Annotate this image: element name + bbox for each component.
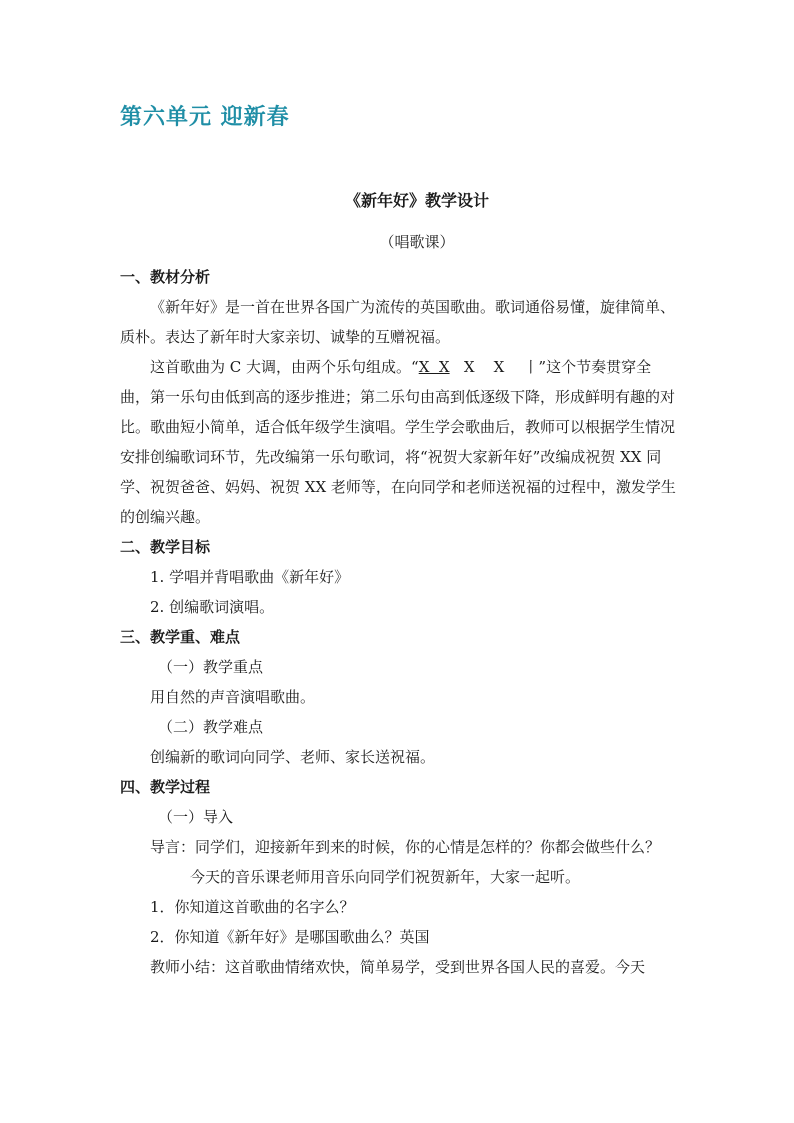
difficulty-text: 创编新的歌词向同学、老师、家长送祝福。 <box>150 748 436 766</box>
teacher-summary: 教师小结：这首歌曲情绪欢快，简单易学，受到世界各国人民的喜爱。今天 <box>150 958 646 976</box>
section-heading-process: 四、教学过程 <box>120 778 211 796</box>
section-heading-analysis: 一、教材分析 <box>120 268 211 286</box>
analysis-paragraph-1: 《新年好》是一首在世界各国广为流传的英国歌曲。歌词通俗易懂，旋律简单、质朴。表达了新年时大家亲切、诚挚的互赠祝福。 <box>120 298 676 346</box>
goal-item: 1. 学唱并背唱歌曲《新年好》 <box>150 568 350 586</box>
question-item: 1．你知道这首歌曲的名字么？ <box>150 898 355 916</box>
unit-title: 第六单元 迎新春 <box>120 105 290 130</box>
subheading-difficulty: （二）教学难点 <box>158 718 264 736</box>
question-item: 2．你知道《新年好》是哪国歌曲么？英国 <box>150 928 430 946</box>
paragraph-text: 这首歌曲为 C 大调，由两个乐句组成。“ <box>150 358 419 376</box>
document-body <box>120 262 680 982</box>
goal-item: 2. 创编歌词演唱。 <box>150 598 275 616</box>
rhythm-rest: X X 丨 <box>449 358 539 376</box>
introduction-text-2: 今天的音乐课老师用音乐向同学们祝贺新年，大家一起听。 <box>190 868 581 886</box>
section-heading-goals: 二、教学目标 <box>120 538 211 556</box>
analysis-paragraph-2 <box>120 352 680 532</box>
document-subtitle: （唱歌课） <box>379 233 455 251</box>
section-heading-key-points: 三、教学重、难点 <box>120 628 241 646</box>
subheading-introduction: （一）导入 <box>158 808 234 826</box>
document-title: 《新年好》教学设计 <box>344 191 489 210</box>
subheading-key-point: （一）教学重点 <box>158 658 264 676</box>
key-point-text: 用自然的声音演唱歌曲。 <box>150 688 316 706</box>
rhythm-underlined: X X <box>418 358 450 376</box>
paragraph-text: ”这个节奏贯穿全曲，第一乐句由低到高的逐步推进；第二乐句由高到低逐级下降，形成鲜明有趣的对比。歌曲短小简单，适合低年级学生演唱。学生学会歌曲后，教师可以根据学生情况安排创编歌词环节，先改编第一乐句歌词，将“祝贺大家新年好”改编成祝贺 XX 同学、祝贺爸爸、妈妈、祝贺 XX 老师等，在向同学和老师送祝福的过程中，激发学生的创编兴趣。 <box>120 358 676 526</box>
introduction-text: 导言：同学们，迎接新年到来的时候，你的心情是怎样的？你都会做些什么？ <box>150 838 661 856</box>
